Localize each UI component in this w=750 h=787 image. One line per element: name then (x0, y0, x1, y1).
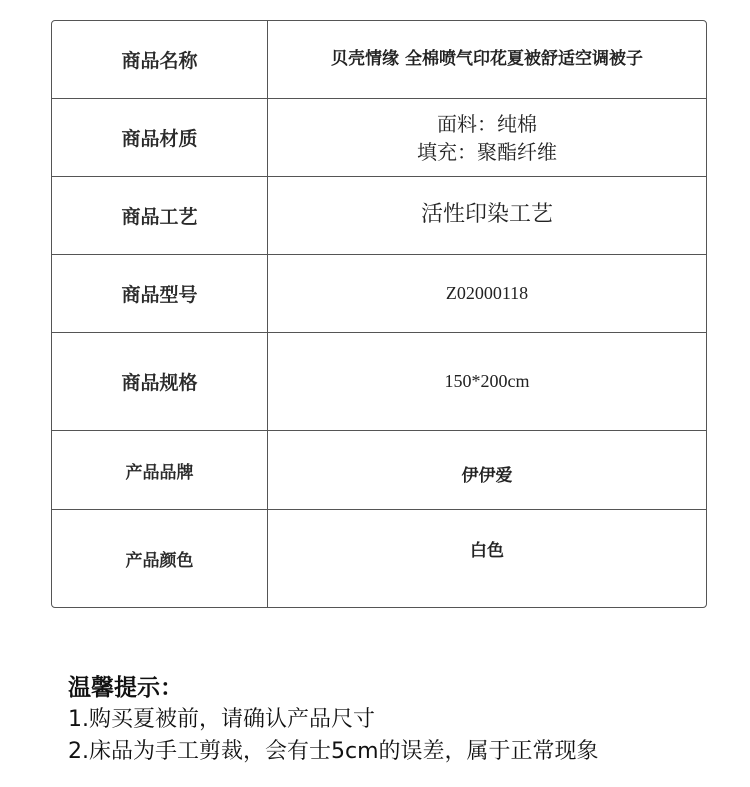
product-spec-table (51, 20, 707, 608)
tips-section (68, 672, 730, 768)
tips-item: 2.床品为手工剪裁，会有士5cm的误差，属于正常现象 (68, 739, 599, 764)
tips-item: 1.购买夏被前，请确认产品尺寸 (68, 707, 375, 732)
spec-row-color (52, 510, 706, 607)
spec-label: 商品型号 (52, 255, 268, 332)
spec-row-name (52, 21, 706, 99)
spec-label: 商品规格 (52, 333, 268, 430)
tips-title: 温馨提示： (68, 675, 183, 701)
spec-value (268, 333, 706, 430)
spec-value (268, 431, 706, 509)
spec-value (268, 99, 706, 176)
spec-row-material (52, 99, 706, 177)
spec-label: 商品名称 (52, 21, 268, 98)
spec-row-craft (52, 177, 706, 255)
spec-row-size (52, 333, 706, 431)
spec-row-model (52, 255, 706, 333)
spec-value (268, 255, 706, 332)
spec-value-line: 活性印染工艺 (420, 202, 553, 228)
spec-value (268, 510, 706, 607)
spec-label: 产品颜色 (52, 510, 268, 607)
spec-value-line: 面料：纯棉 (437, 111, 537, 136)
spec-row-brand (52, 431, 706, 510)
spec-value-line: 伊伊爱 (461, 466, 513, 487)
spec-value-line: 150*200cm (444, 370, 530, 391)
spec-value-line: 填充：聚酯纤维 (417, 139, 557, 164)
spec-label: 商品工艺 (52, 177, 268, 254)
spec-value-line: Z02000118 (445, 282, 529, 303)
spec-value (268, 21, 706, 98)
spec-value-line: 白色 (470, 540, 504, 561)
spec-label: 产品品牌 (52, 431, 268, 509)
spec-value (268, 177, 706, 254)
spec-value-line: 贝壳情缘 全棉喷气印花夏被舒适空调被子 (331, 48, 643, 69)
spec-label: 商品材质 (52, 99, 268, 176)
